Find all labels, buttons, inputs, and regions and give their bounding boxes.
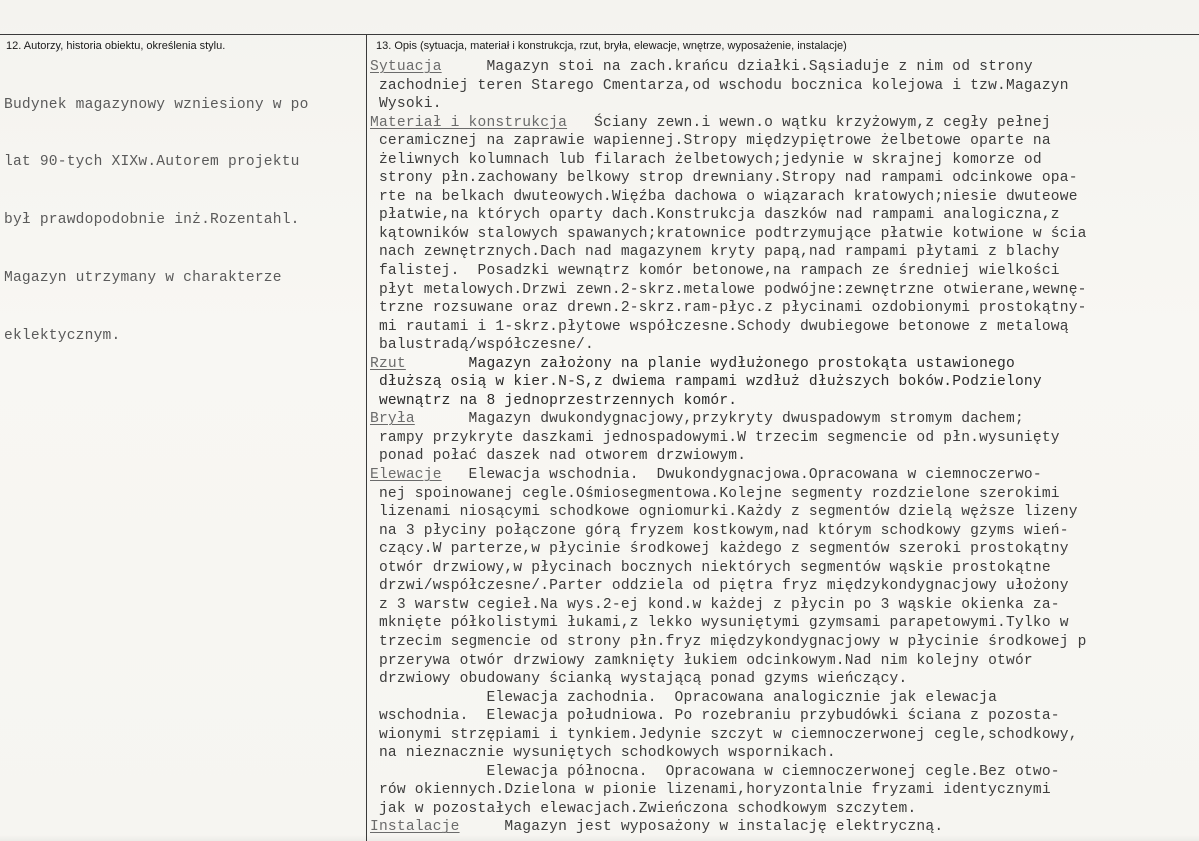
description-line: [370, 614, 1087, 633]
line-text: trzecim segmencie od strony płn.fryz międzykondygnacjowy w płycinie środkowej p: [370, 633, 1087, 650]
line-text: dłuższą osią w kier.N-S,z dwiema rampami wzdłuż dłuższych boków.Podzielony: [370, 374, 1042, 391]
description-line: [370, 188, 1087, 207]
line-text: balustradą/współczesne/.: [370, 337, 594, 354]
line-text: żeliwnych kolumnach lub filarach żelbetowych;jedynie w skrajnej komorze od: [370, 151, 1042, 168]
section-label: Rzut: [370, 355, 406, 372]
description-line: [370, 336, 1087, 355]
description-line: [370, 559, 1087, 578]
line-text: rów okiennych.Dzielona w pionie lizenami,horyzontalnie fryzami identycznymi: [370, 782, 1051, 799]
line-text: na 3 płyciny połączone górą fryzem kostkowym,nad którym schodkowy gzyms wień-: [370, 522, 1069, 539]
line-text: Ściany zewn.i wewn.o wątku krzyżowym,z cegły pełnej: [567, 114, 1051, 131]
description-line: [370, 373, 1087, 392]
column-divider: [366, 34, 367, 841]
description-line: [370, 763, 1087, 782]
line-text: drzwiowy obudowany ścianką wystającą ponad gzyms wieńczący.: [370, 671, 908, 688]
description-line: [370, 633, 1087, 652]
line-text: płatwie,na których oparty dach.Konstrukcja daszków nad rampami analogiczna,z: [370, 207, 1060, 224]
line-text: rte na belkach dwuteowych.Więźba dachowa o wiązarach kratowych;niesie dwuteowe: [370, 188, 1078, 205]
section-label: Materiał i konstrukcja: [370, 114, 568, 131]
line-text: lizenami niosącymi schodkowe ogniomurki.Każdy z segmentów dzielą węższe lizeny: [370, 504, 1078, 521]
description-line: [370, 540, 1087, 559]
line-text: wionymi strzępiami i tynkiem.Jedynie szczyt w ciemnoczerwonej cegle,schodkowy,: [370, 726, 1078, 743]
section-label: Sytuacja: [370, 59, 442, 75]
paper-edge: [0, 835, 1199, 841]
description-line: [370, 522, 1087, 541]
section-label: Instalacje: [370, 819, 460, 836]
line-text: nach zewnętrznych.Dach nad magazynem kryty papą,nad rampami płytami z blachy: [370, 244, 1060, 261]
description-line: [370, 206, 1087, 225]
description-line: [370, 503, 1087, 522]
line-text: Magazyn jest wyposażony w instalację elektryczną.: [459, 819, 944, 836]
line-text: falistej. Posadzki wewnątrz komór betonowe,na rampach ze średniej wielkości: [370, 263, 1060, 280]
description-line: [370, 429, 1087, 448]
line-text: nej spoinowanej cegle.Ośmiosegmentowa.Kolejne segmenty rozdzielone szerokimi: [370, 485, 1060, 502]
line-text: czący.W parterze,w płycinie środkowej każdego z segmentów szeroki prostokątny: [370, 541, 1069, 558]
line-text: z 3 warstw cegieł.Na wys.2-ej kond.w każdej z płycin po 3 wąskie okienka za-: [370, 596, 1060, 613]
left-line: Budynek magazynowy wzniesiony w po: [4, 96, 309, 113]
line-text: Elewacja zachodnia. Opracowana analogicznie jak elewacja: [370, 689, 998, 706]
line-text: Magazyn stoi na zach.krańcu działki.Sąsiaduje z nim od strony: [441, 59, 1033, 75]
field-12-body: [4, 57, 309, 385]
left-line: Magazyn utrzymany w charakterze: [4, 270, 282, 287]
line-text: mknięte półkolistymi łukami,z lekko wysuniętymi gzymsami parapetowymi.Tylko w: [370, 615, 1069, 632]
line-text: drzwi/współczesne/.Parter oddziela od piętra fryz międzykondygnacjowy ułożony: [370, 578, 1069, 595]
line-text: mi rautami i 1-skrz.płytowe współczesne.Schody dwubiegowe betonowe z metalową: [370, 318, 1069, 335]
description-line: [370, 299, 1087, 318]
description-line: [370, 318, 1087, 337]
description-line: [370, 262, 1087, 281]
description-line: [370, 243, 1087, 262]
section-label: Elewacje: [370, 467, 442, 484]
line-text: Wysoki.: [370, 96, 442, 113]
line-text: jak w pozostałych elewacjach.Zwieńczona schodkowym szczytem.: [370, 800, 917, 817]
section-label: Bryła: [370, 411, 415, 428]
description-line: [370, 781, 1087, 800]
description-line: [370, 466, 1087, 485]
description-line: [370, 800, 1087, 819]
description-line: [370, 652, 1087, 671]
description-line: [370, 225, 1087, 244]
field-12-header: 12. Autorzy, historia obiektu, określenia stylu.: [6, 40, 226, 52]
line-text: wschodnia. Elewacja południowa. Po rozebraniu przybudówki ściana z pozosta-: [370, 708, 1060, 725]
description-line: [370, 744, 1087, 763]
line-text: Elewacja północna. Opracowana w ciemnoczerwonej cegle.Bez otwo-: [370, 763, 1060, 780]
description-line: [370, 392, 1087, 411]
line-text: zachodniej teren Starego Cmentarza,od wschodu bocznica kolejowa i tzw.Magazyn: [370, 77, 1069, 94]
line-text: ponad połać daszek nad otworem drzwiowym.: [370, 448, 747, 465]
line-text: trzne rozsuwane oraz drewn.2-skrz.ram-płyc.z płycinami ozdobionymi prostokątny-: [370, 300, 1087, 317]
line-text: przerywa otwór drzwiowy zamknięty łukiem odcinkowym.Nad nim kolejny otwór: [370, 652, 1033, 669]
description-line: [370, 726, 1087, 745]
line-text: na nieznacznie wysuniętych schodkowych wspornikach.: [370, 745, 836, 762]
description-line: [370, 355, 1087, 374]
description-line: [370, 77, 1087, 96]
field-13-body: [370, 58, 1087, 837]
line-text: ceramicznej na zaprawie wapiennej.Stropy międzypiętrowe żelbetowe oparte na: [370, 133, 1051, 150]
description-line: [370, 596, 1087, 615]
left-line: był prawdopodobnie inż.Rozentahl.: [4, 212, 300, 229]
description-line: [370, 169, 1087, 188]
line-text: Elewacja wschodnia. Dwukondygnacjowa.Opracowana w ciemnoczerwo-: [441, 467, 1042, 484]
line-text: otwór drzwiowy,w płycinach bocznych niektórych segmentów wąskie prostokątne: [370, 559, 1051, 576]
top-rule: [0, 34, 1199, 35]
description-line: [370, 485, 1087, 504]
description-line: [370, 132, 1087, 151]
line-text: Magazyn dwukondygnacjowy,przykryty dwuspadowym stromym dachem;: [414, 411, 1024, 428]
description-line: [370, 577, 1087, 596]
line-text: rampy przykryte daszkami jednospadowymi.W trzecim segmencie od płn.wysunięty: [370, 429, 1060, 446]
line-text: Magazyn założony na planie wydłużonego prostokąta ustawionego: [405, 355, 1015, 372]
line-text: płyt metalowych.Drzwi zewn.2-skrz.metalowe podwójne:zewnętrzne otwierane,wewnę-: [370, 281, 1087, 298]
description-line: [370, 151, 1087, 170]
description-line: [370, 670, 1087, 689]
description-line: [370, 689, 1087, 708]
description-line: [370, 447, 1087, 466]
description-line: [370, 95, 1087, 114]
line-text: wewnątrz na 8 jednoprzestrzennych komór.: [370, 392, 738, 409]
description-line: [370, 281, 1087, 300]
line-text: kątowników stalowych spawanych;kratownice podtrzymujące płatwie kotwione w ścia: [370, 225, 1087, 242]
description-line: [370, 410, 1087, 429]
field-13-header: 13. Opis (sytuacja, materiał i konstrukcja, rzut, bryła, elewacje, wnętrze, wyposażenie, instalacje): [376, 40, 847, 52]
line-text: strony płn.zachowany belkowy strop drewniany.Stropy nad rampami odcinkowe opa-: [370, 170, 1078, 187]
description-line: [370, 114, 1087, 133]
left-line: lat 90-tych XIXw.Autorem projektu: [4, 154, 300, 171]
left-line: eklektycznym.: [4, 328, 121, 345]
description-line: [370, 707, 1087, 726]
description-line: [370, 58, 1087, 77]
